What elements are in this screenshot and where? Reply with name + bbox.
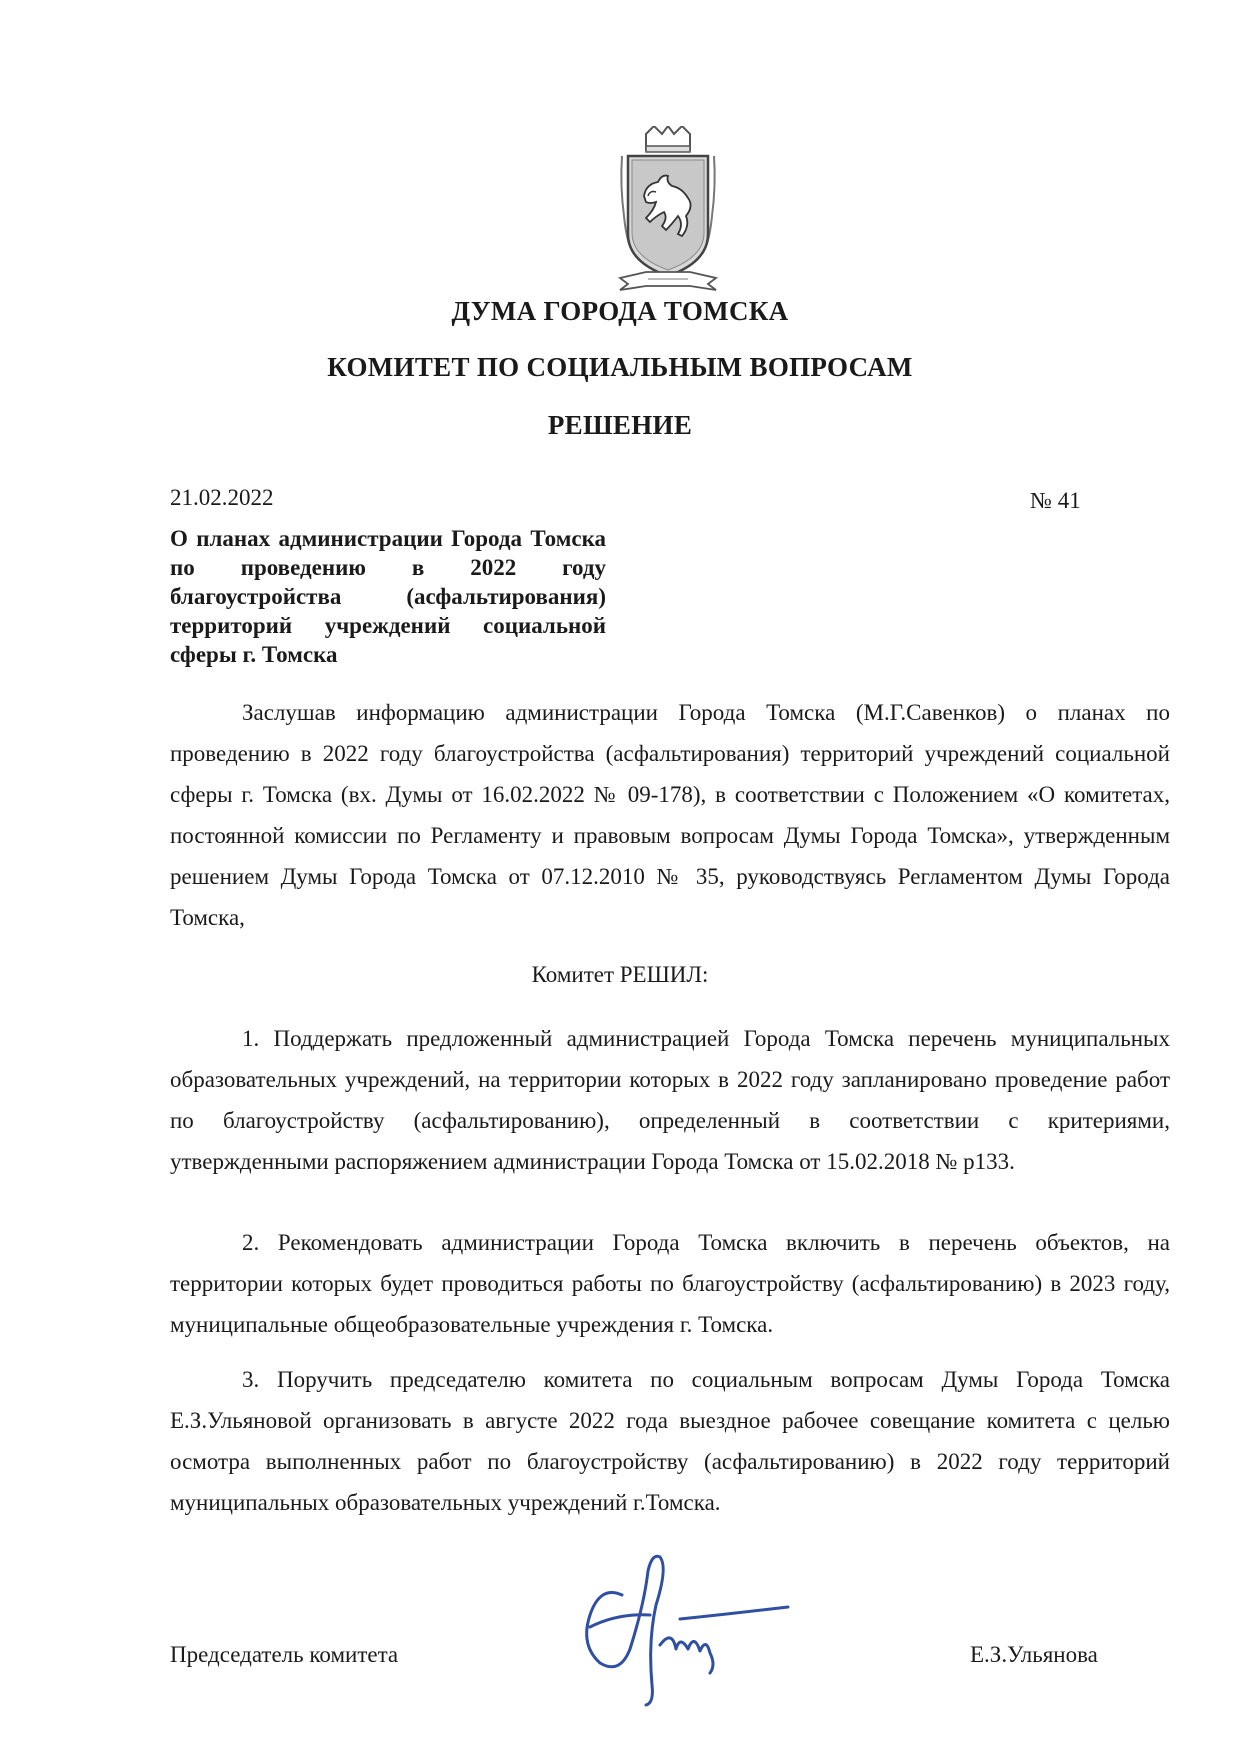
signatory-title: Председатель комитета — [170, 1642, 399, 1667]
preamble-paragraph: Заслушав информацию администрации Города Томска (М.Г.Савенков) о планах по проведению в 2022 году благоустройства (асфальтирования) территорий учреждений социальной сферы г. Томска (вх. Думы от 16.02.2022 № 09-178), в соответствии с Положением «О комитетах, постоянной комиссии по Регламенту и правовым вопросам Думы Города Томска», утвержденным решением Думы Города Томска от 07.12.2010 № 35, руководствуясь Регламентом Думы Города Томска, — [170, 700, 1170, 930]
document-type: РЕШЕНИЕ — [547, 410, 693, 440]
tomsk-coat-of-arms-icon — [616, 126, 720, 296]
organization-title: ДУМА ГОРОДА ТОМСКА — [451, 296, 789, 326]
decided-heading: Комитет РЕШИЛ: — [531, 962, 709, 987]
committee-title: КОМИТЕТ ПО СОЦИАЛЬНЫМ ВОПРОСАМ — [327, 352, 913, 382]
decision-item-3: 3. Поручить председателю комитета по социальным вопросам Думы Города Томска Е.З.Ульяновой организовать в августе 2022 года выездное рабочее совещание комитета с целью осмотра выполненных работ по благоустройству (асфальтированию) в 2022 году территорий муниципальных образовательных учреждений г.Томска. — [170, 1367, 1170, 1515]
handwritten-signature — [560, 1545, 820, 1715]
decision-number: № 41 — [1030, 488, 1081, 513]
decision-date: 21.02.2022 — [170, 485, 274, 510]
decision-item-1: 1. Поддержать предложенный администрацией Города Томска перечень муниципальных образовательных учреждений, на территории которых в 2022 году запланировано проведение работ по благоустройству (асфальтированию), определенный в соответствии с критериями, утвержденными распоряжением администрации Города Томска от 15.02.2018 № р133. — [170, 1026, 1170, 1174]
decision-item-2: 2. Рекомендовать администрации Города Томска включить в перечень объектов, на территории которых будет проводиться работы по благоустройству (асфальтированию) в 2023 году, муниципальные общеобразовательные учреждения г. Томска. — [170, 1230, 1170, 1337]
decision-subject: О планах администрации Города Томска по проведению в 2022 году благоустройства (асфальтирования) территорий учреждений социальной сферы г. Томска — [170, 526, 606, 667]
signatory-name: Е.З.Ульянова — [970, 1642, 1098, 1667]
